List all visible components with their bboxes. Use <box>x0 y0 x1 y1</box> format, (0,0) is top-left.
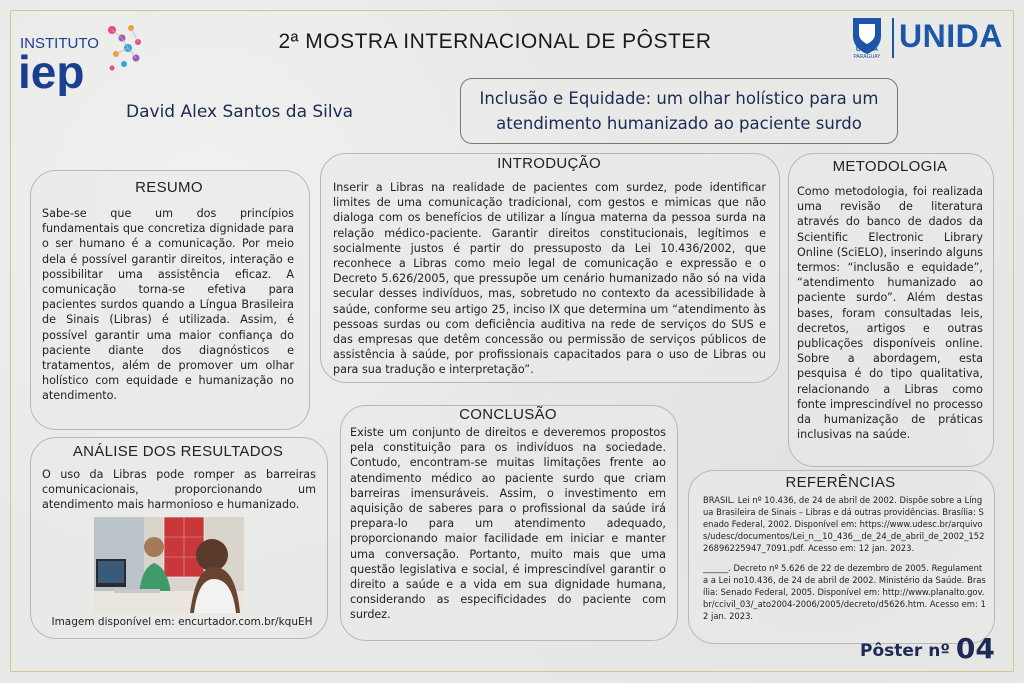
photo-caption: Imagem disponível em: encurtador.com.br/kquEH <box>51 616 313 628</box>
resumo-text: Sabe-se que um dos princípios fundamentais que concretiza dignidade para o ser humano é a comunicação. Por meio dela é possível garantir direitos, interação e possibilitar uma assistência eficaz. A comunicação torna-se efetiva para pacientes surdos quando a Língua Brasileira de Sinais (Libras) é utilizada. Assim, é possível garantir uma maior confiança do paciente diante dos diagnósticos e tratamentos, além de promover um olhar holístico com equidade e humanização no atendimento. <box>42 207 294 403</box>
poster-title-box <box>460 78 898 144</box>
metodologia-title: METODOLOGIA <box>832 158 948 175</box>
referencias-list <box>703 494 986 630</box>
page-title: 2ª MOSTRA INTERNACIONAL DE PÔSTER <box>278 30 712 53</box>
unida-logo-big: UNIDA <box>899 18 1003 54</box>
introducao-text: Inserir a Libras na realidade de pacientes com surdez, pode identificar limites de uma comunicação tradicional, com gestos e mimicas que não dialoga com os benefícios de utilizar a língua materna da pessoa surda na relação médico-paciente. Garantir direitos constitucionais, legítimos e socialmente justos é partir do pressuposto da Lei 10.436/2002, que reconhece a Libras como meio legal de comunicação e expressão e o Decreto 5.626/2005, que pressupõe um cenário humanizado não só na vida secular desses indivíduos, mas, sobretudo no contexto da acessibilidade à saúde, conforme seu artigo 25, inciso IX que determina um “atendimento às pessoas surdas ou com deficiência auditiva na rede de serviços do SUS e das empresas que detêm concessão ou permissão de serviços públicos de assistência à saúde, por profissionais capacitados para o uso de Libras ou para sua tradução e interpretação”. <box>333 181 766 377</box>
poster-number <box>860 632 995 665</box>
analise-title: ANÁLISE DOS RESULTADOS <box>72 443 284 460</box>
resumo-title: RESUMO <box>135 179 203 196</box>
author-name: David Alex Santos da Silva <box>126 102 354 122</box>
libras-photo <box>94 517 244 613</box>
reference-item-2: ______. Decreto nº 5.626 de 22 de dezembro de 2005. Regulamenta a Lei no10.436, de 24 de abril de 2002. Ministério da Saúde. Brasília: Senado Federal, 2005. Disponível em: http://www.planalto.gov.br/ccivil_03/_ato2004-2006/2005/decreto/d5626.htm. Acesso em: 12 jan. 2023. <box>703 563 986 621</box>
analise-text: O uso da Libras pode romper as barreiras comunicacionais, proporcionando um atendimento mais harmonioso e humanizado. <box>42 468 316 512</box>
conclusao-text: Existe um conjunto de direitos e deveremos propostos pela constituição para os indivíduos na sociedade. Contudo, encontram-se muitas limitações frente ao atendimento médico ao paciente surdo que criam barreiras imensuráveis. Assim, o investimento em aquisição de saberes para o profissional da saúde irá prepara-lo para um atendimento adequado, proporcionando maior facilidade em iniciar e manter uma conversação. Portanto, muito mais que uma questão legislativa e social, é imprescindível garantir o direito a saúde e a vida em sua dignidade humana, considerando as especificidades do paciente com surdez. <box>350 426 666 622</box>
unida-logo <box>845 16 1015 60</box>
poster-title-line-2: atendimento humanizado ao paciente surdo <box>496 114 862 133</box>
unida-logo-small: UNIDA <box>855 46 879 53</box>
svg-text:INSTITUTO: INSTITUTO <box>20 35 99 52</box>
iep-logo <box>16 16 146 96</box>
reference-item-1: BRASIL. Lei nº 10.436, de 24 de abril de 2002. Dispõe sobre a Língua Brasileira de Sinais – Libras e dá outras providências. Brasília: Senado Federal, 2002. Disponível em: https://www.udesc.br/arquivos/udesc/documentos/Lei_n__10_436__de_24_de_abril_de_2002_15226896225947_7091.pdf. Acesso em: 12 jan. 2023. <box>703 495 985 553</box>
poster-title <box>461 86 897 136</box>
conclusao-title: CONCLUSÃO <box>459 406 557 423</box>
introducao-title: INTRODUÇÃO <box>497 155 601 172</box>
svg-text:iep: iep <box>18 46 85 96</box>
poster-title-line-1: Inclusão e Equidade: um olhar holístico para um <box>479 89 879 108</box>
poster-number-value: 04 <box>955 632 995 665</box>
referencias-title: REFERÊNCIAS <box>785 474 896 491</box>
logo-divider <box>892 18 894 58</box>
metodologia-text: Como metodologia, foi realizada uma revisão de literatura através do banco de dados da Scientific Electronic Library Online (SciELO), inserindo alguns termos: “inclusão e equidade”, “atendimento humanizado ao paciente surdo”. Além destas bases, foram consultadas leis, decretos, artigos e outras publicações disponíveis online. Sobre a abordagem, esta pesquisa é do tipo qualitativa, relacionando a Libras como fonte imprescindível no processo da humanização de práticas inclusivas na saúde. <box>797 185 983 442</box>
unida-logo-sub: PARAGUAY <box>853 54 881 60</box>
poster-number-label: Pôster nº <box>860 641 950 661</box>
